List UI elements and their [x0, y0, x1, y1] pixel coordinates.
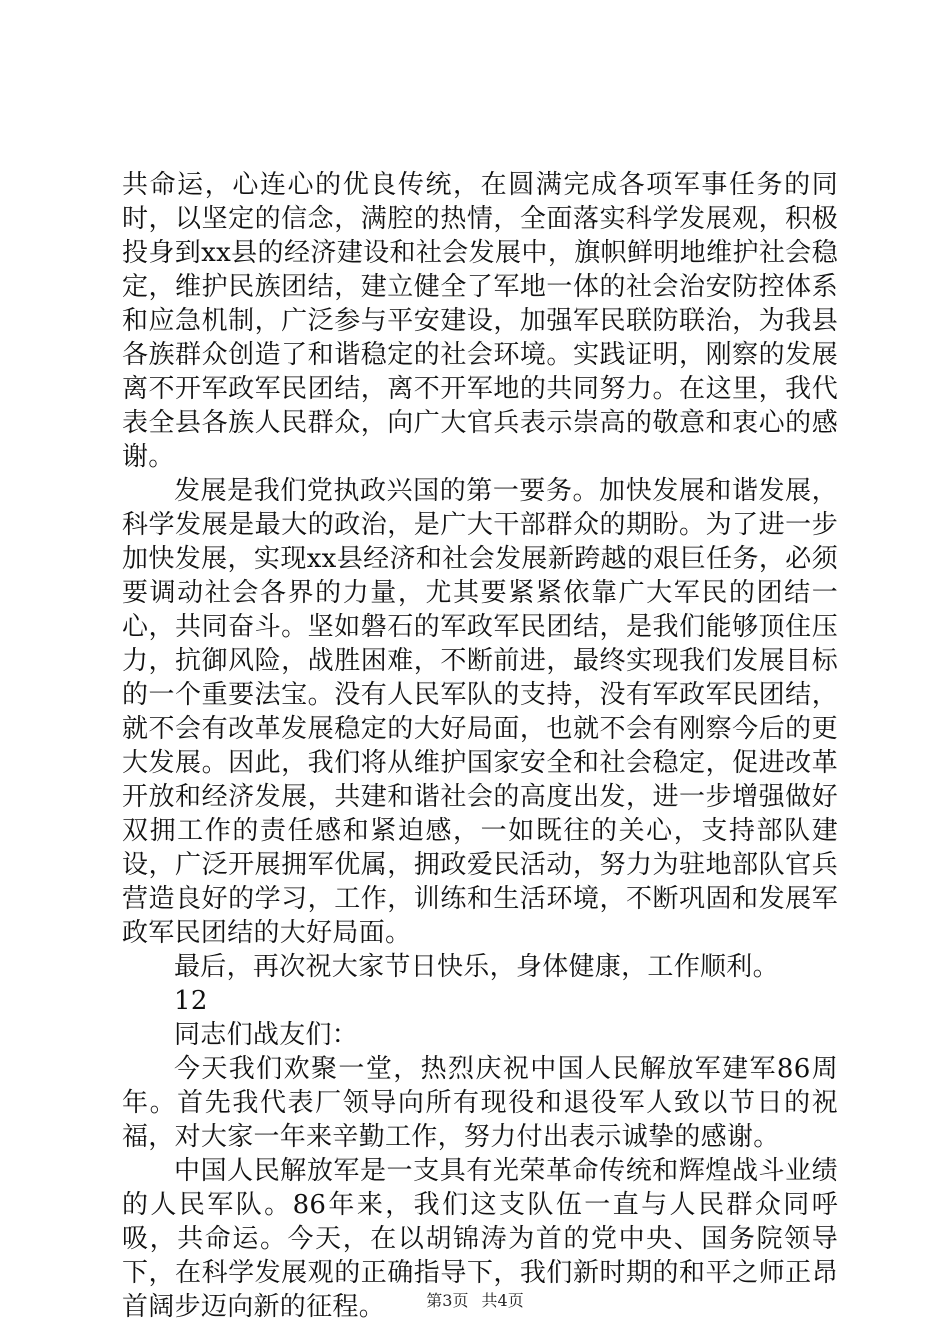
paragraph-development: 发展是我们党执政兴国的第一要务。加快发展和谐发展，科学发展是最大的政治，是广大干部群众的期盼。为了进一步加快发展，实现xx县经济和社会发展新跨越的艰巨任务，必须要调动社会各界的力量，尤其要紧紧依靠广大军民的团结一心，共同奋斗。坚如磐石的军政军民团结，是我们能够顶住压力，抗御风险，战胜困难，不断前进，最终实现我们发展目标的一个重要法宝。没有人民军队的支持，没有军政军民团结，就不会有改革发展稳定的大好局面，也就不会有刚察今后的更大发展。因此，我们将从维护国家安全和社会稳定，促进改革开放和经济发展，共建和谐社会的高度出发，进一步增强做好双拥工作的责任感和紧迫感，一如既往的关心，支持部队建设，广泛开展拥军优属，拥政爱民活动，努力为驻地部队官兵营造良好的学习，工作，训练和生活环境，不断巩固和发展军政军民团结的大好局面。: [122, 476, 838, 948]
page-footer: [0, 1288, 950, 1311]
paragraph-pla-history: 中国人民解放军是一支具有光荣革命传统和辉煌战斗业绩的人民军队。86年来，我们这支队伍一直与人民群众同呼吸，共命运。今天，在以胡锦涛为首的党中央、国务院领导下，在科学发展观的正确指导下，我们新时期的和平之师正昂首阔步迈向新的征程。: [122, 1156, 838, 1322]
page-number: 第3页: [426, 1291, 469, 1310]
paragraph-continuation: 共命运，心连心的优良传统，在圆满完成各项军事任务的同时，以坚定的信念，满腔的热情，全面落实科学发展观，积极投身到xx县的经济建设和社会发展中，旗帜鲜明地维护社会稳定，维护民族团结，建立健全了军地一体的社会治安防控体系和应急机制，广泛参与平安建设，加强军民联防联治，为我县各族群众创造了和谐稳定的社会环境。实践证明，刚察的发展离不开军政军民团结，离不开军地的共同努力。在这里，我代表全县各族人民群众，向广大官兵表示崇高的敬意和衷心的感谢。: [122, 170, 838, 472]
page-total: 共4页: [481, 1291, 524, 1310]
paragraph-closing-wishes: 最后，再次祝大家节日快乐，身体健康，工作顺利。: [174, 952, 779, 982]
document-body: [122, 168, 838, 1324]
salutation: 同志们战友们：: [174, 1020, 359, 1050]
paragraph-celebration: 今天我们欢聚一堂，热烈庆祝中国人民解放军建军86周年。首先我代表厂领导向所有现役和退役军人致以节日的祝福，对大家一年来辛勤工作，努力付出表示诚挚的感谢。: [122, 1054, 838, 1152]
section-number: 12: [174, 986, 208, 1016]
